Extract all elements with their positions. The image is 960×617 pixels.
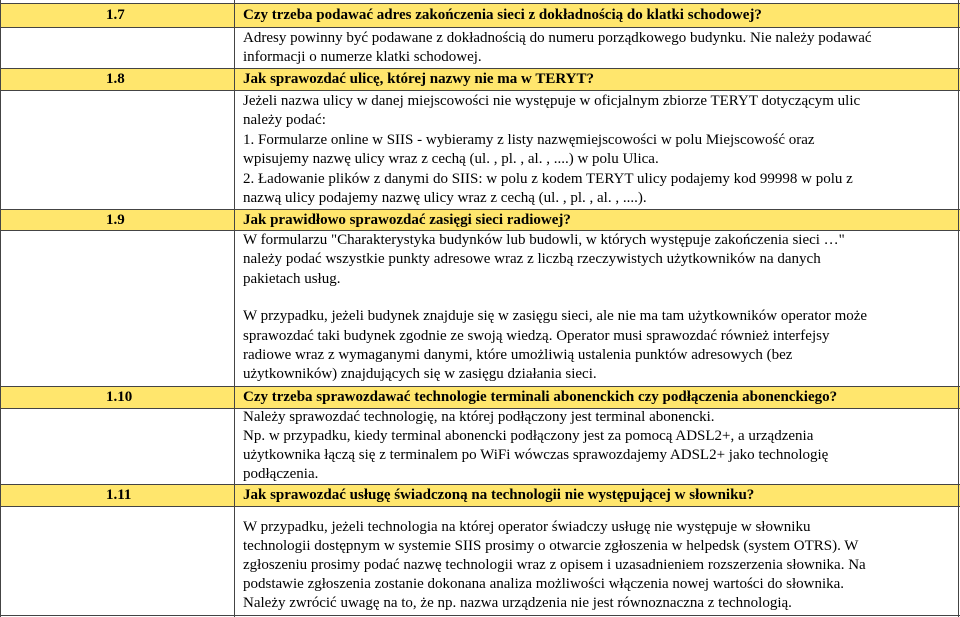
row-divider (0, 506, 960, 507)
answer-line: podłączenia. (243, 466, 319, 482)
answer-line: W przypadku, jeżeli technologia na której operator świadczy usługę nie występuje w słowniku (243, 519, 811, 535)
section-question: Jak prawidłowo sprawozdać zasięgi sieci radiowej? (243, 212, 571, 228)
section-number: 1.11 (106, 487, 132, 503)
answer-line: Należy sprawozdać technologię, na której podłączony jest terminal abonencki. (243, 409, 715, 425)
answer-line: nazwą ulicy podajemy nazwę ulicy wraz z cechą (ul. , pl. , al. , ....). (243, 190, 647, 206)
answer-line: informacji o numerze klatki schodowej. (243, 49, 482, 65)
section-number: 1.9 (106, 212, 125, 228)
section-question: Jak sprawozdać ulicę, której nazwy nie ma w TERYT? (243, 71, 594, 87)
answer-line: 2. Ładowanie plików z danymi do SIIS: w polu z kodem TERYT ulicy podajemy kod 99998 w polu z (243, 171, 853, 187)
answer-line: Jeżeli nazwa ulicy w danej miejscowości nie występuje w oficjalnym zbiorze TERYT dotyczącym ulic (243, 93, 861, 109)
column-divider (234, 0, 235, 617)
answer-line: użytkownika łączą się z terminalem po WiFi wówczas sprawozdajemy ADSL2+ jako technologię (243, 447, 829, 463)
answer-line: W formularzu "Charakterystyka budynków lub budowli, w których występuje zakończenia sieci …" (243, 232, 845, 248)
section-question: Czy trzeba sprawozdawać technologie terminali abonenckich czy podłączenia abonenckiego? (243, 389, 838, 405)
table-border-right (958, 0, 959, 617)
answer-line: Adresy powinny być podawane z dokładnością do numeru porządkowego budynku. Nie należy podawać (243, 30, 872, 46)
answer-line: użytkowników) znajdujących się w zasięgu działania sieci. (243, 366, 597, 382)
answer-line: podstawie zgłoszenia zostanie dokonana analiza możliwości włączenia nowej wartości do słownika. (243, 576, 845, 592)
row-divider (0, 3, 960, 4)
answer-line: zgłoszeniu prosimy podać nazwę technologii wraz z opisem i uzasadnieniem rozszerzenia słownika. Na (243, 557, 866, 573)
answer-line: radiowe wraz z wymaganymi danymi, które umożliwią ustalenia punktów adresowych (bez (243, 347, 793, 363)
table-border-left (0, 0, 1, 617)
section-number: 1.8 (106, 71, 125, 87)
answer-line: W przypadku, jeżeli budynek znajduje się w zasięgu sieci, ale nie ma tam użytkowników operator może (243, 308, 868, 324)
answer-line: wpisujemy nazwę ulicy wraz z cechą (ul. , pl. , al. , ....) w polu Ulica. (243, 151, 659, 167)
answer-line: należy podać wszystkie punkty adresowe wraz z liczbą rzeczywistych użytkowników na danych (243, 251, 821, 267)
answer-line: Należy zwrócić uwagę na to, że np. nazwa urządzenia nie jest równoznaczna z technologią. (243, 595, 792, 611)
row-divider (0, 27, 960, 28)
answer-line: sprawozdać taki budynek zgodnie ze swoją wiedzą. Operator musi sprawozdać również interfejsy (243, 328, 830, 344)
answer-line: pakietach usług. (243, 271, 341, 287)
section-number: 1.7 (106, 7, 125, 23)
answer-line: technologii dostępnym w systemie SIIS prosimy o otwarcie zgłoszenia w helpedsk (system OTRS). W (243, 538, 859, 554)
answer-line: należy podać: (243, 112, 326, 128)
answer-line: 1. Formularze online w SIIS - wybieramy z listy nazwęmiejscowości w polu Miejscowość oraz (243, 132, 815, 148)
row-divider (0, 90, 960, 91)
table-border-bottom (0, 615, 960, 616)
section-number: 1.10 (106, 389, 133, 405)
answer-line: Np. w przypadku, kiedy terminal abonencki podłączony jest za pomocą ADSL2+, a urządzenia (243, 428, 814, 444)
section-question: Jak sprawozdać usługę świadczoną na technologii nie występującej w słowniku? (243, 487, 755, 503)
section-question: Czy trzeba podawać adres zakończenia sieci z dokładnością do klatki schodowej? (243, 7, 762, 23)
